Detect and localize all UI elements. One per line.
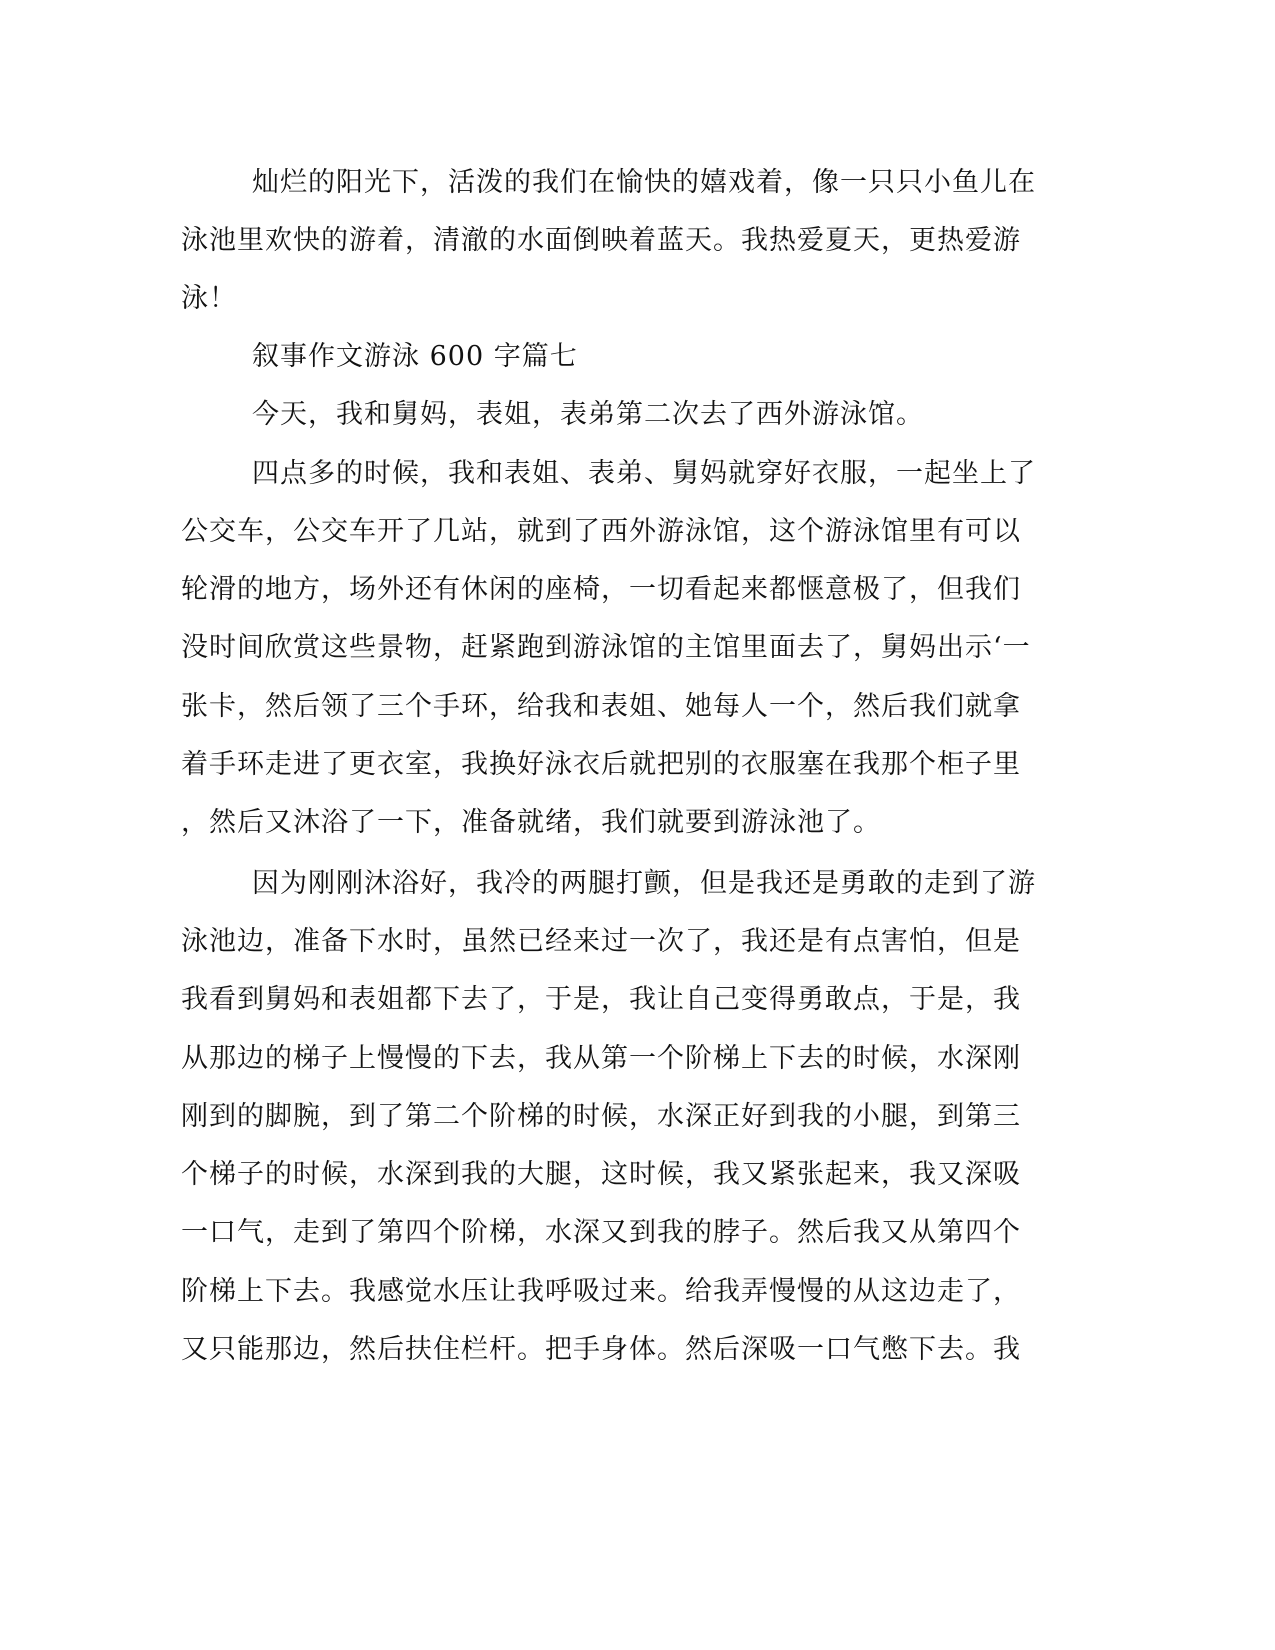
text-line: 我看到舅妈和表姐都下去了，于是，我让自己变得勇敢点，于是，我 <box>181 984 1021 1015</box>
text-line: 刚到的脚腕，到了第二个阶梯的时候，水深正好到我的小腿，到第三 <box>181 1101 1021 1132</box>
text-line: ，然后又沐浴了一下，准备就绪，我们就要到游泳池了。 <box>181 807 881 838</box>
text-line: 因为刚刚沐浴好，我冷的两腿打颤，但是我还是勇敢的走到了游 <box>252 868 1036 899</box>
text-line: 灿烂的阳光下，活泼的我们在愉快的嬉戏着，像一只只小鱼儿在 <box>252 167 1036 198</box>
text-line: 泳池里欢快的游着，清澈的水面倒映着蓝天。我热爱夏天，更热爱游 <box>181 225 1021 256</box>
text-line: 个梯子的时候，水深到我的大腿，这时候，我又紧张起来，我又深吸 <box>181 1159 1021 1190</box>
section-heading: 叙事作文游泳 600 字篇七 <box>252 341 578 372</box>
text-line: 泳！ <box>181 283 237 314</box>
text-line: 阶梯上下去。我感觉水压让我呼吸过来。给我弄慢慢的从这边走了， <box>181 1276 1021 1307</box>
text-line: 四点多的时候，我和表姐、表弟、舅妈就穿好衣服，一起坐上了 <box>252 458 1036 489</box>
text-line: 一口气，走到了第四个阶梯，水深又到我的脖子。然后我又从第四个 <box>181 1217 1021 1248</box>
text-line: 没时间欣赏这些景物，赶紧跑到游泳馆的主馆里面去了，舅妈出示‘一 <box>181 632 1031 663</box>
text-line: 张卡，然后领了三个手环，给我和表姐、她每人一个，然后我们就拿 <box>181 691 1021 722</box>
text-line: 今天，我和舅妈，表姐，表弟第二次去了西外游泳馆。 <box>252 399 924 430</box>
text-line: 公交车，公交车开了几站，就到了西外游泳馆，这个游泳馆里有可以 <box>181 516 1021 547</box>
text-line: 着手环走进了更衣室，我换好泳衣后就把别的衣服塞在我那个柜子里 <box>181 749 1021 780</box>
text-line: 泳池边，准备下水时，虽然已经来过一次了，我还是有点害怕，但是 <box>181 926 1021 957</box>
text-line: 又只能那边，然后扶住栏杆。把手身体。然后深吸一口气憋下去。我 <box>181 1334 1021 1365</box>
text-line: 轮滑的地方，场外还有休闲的座椅，一切看起来都惬意极了，但我们 <box>181 574 1021 605</box>
text-line: 从那边的梯子上慢慢的下去，我从第一个阶梯上下去的时候，水深刚 <box>181 1043 1021 1074</box>
